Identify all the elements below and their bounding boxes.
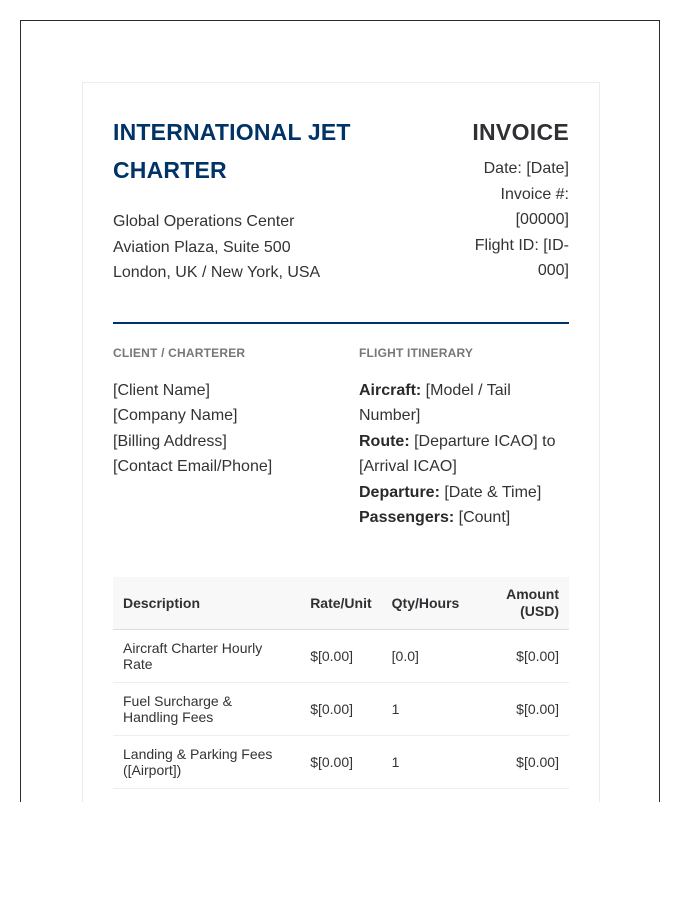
address-line: London, UK / New York, USA	[113, 264, 321, 281]
itinerary-route	[359, 429, 569, 480]
cell-rate: $[0.00]	[300, 682, 381, 735]
itinerary-passengers	[359, 505, 569, 531]
cell-qty: [0.0]	[382, 629, 496, 682]
flight-id-label: Flight ID: [ID-	[474, 236, 569, 254]
itinerary-value: [Departure ICAO] to [Arrival ICAO]	[359, 432, 556, 475]
company-name-line-2: CHARTER	[113, 157, 227, 183]
company-address	[113, 209, 393, 286]
table-row	[113, 682, 569, 735]
itinerary-value: [Count]	[454, 509, 511, 526]
invoice-document	[82, 82, 600, 802]
cell-description: Aircraft Charter Hourly Rate	[113, 629, 300, 682]
table-header-row	[113, 577, 569, 630]
client-block	[113, 346, 343, 531]
info-section	[113, 346, 569, 531]
invoice-number-value: [00000]	[515, 211, 569, 228]
client-line: [Company Name]	[113, 407, 238, 424]
itinerary-block	[359, 346, 569, 531]
itinerary-departure	[359, 480, 569, 506]
company-block	[113, 113, 393, 286]
client-details	[113, 378, 343, 480]
address-line: Aviation Plaza, Suite 500	[113, 238, 291, 256]
line-items-table	[113, 577, 569, 789]
itinerary-key: Route:	[359, 432, 410, 450]
address-line: Global Operations Center	[113, 213, 295, 230]
invoice-number-label: Invoice #:	[500, 185, 569, 203]
itinerary-section-label: FLIGHT ITINERARY	[359, 345, 474, 360]
page-frame	[20, 20, 660, 802]
itinerary-aircraft	[359, 378, 569, 429]
cell-amount: $[0.00]	[496, 682, 569, 735]
header-amount-line-2: (USD)	[520, 602, 559, 619]
invoice-header	[113, 113, 569, 286]
client-line: [Billing Address]	[113, 432, 227, 450]
invoice-date: Date: [Date]	[483, 160, 569, 177]
company-name-line-1: INTERNATIONAL JET	[113, 119, 351, 145]
client-line: [Client Name]	[113, 381, 210, 399]
cell-qty: 1	[382, 735, 496, 788]
header-qty: Qty/Hours	[382, 577, 496, 630]
cell-rate: $[0.00]	[300, 629, 381, 682]
invoice-title: INVOICE	[472, 119, 569, 145]
company-name	[113, 113, 393, 189]
table-row	[113, 629, 569, 682]
table-row	[113, 735, 569, 788]
header-description: Description	[113, 577, 300, 630]
flight-id-value: 000]	[537, 262, 569, 279]
client-section-label: CLIENT / CHARTERER	[113, 345, 246, 360]
header-divider	[113, 322, 569, 324]
itinerary-key: Passengers:	[359, 509, 455, 526]
itinerary-value: [Model / Tail Number]	[359, 381, 511, 424]
cell-rate: $[0.00]	[300, 735, 381, 788]
itinerary-key: Departure:	[359, 483, 440, 501]
cell-amount: $[0.00]	[496, 629, 569, 682]
cell-qty: 1	[382, 682, 496, 735]
header-amount	[496, 577, 569, 630]
invoice-details	[459, 156, 569, 284]
invoice-meta	[459, 113, 569, 284]
itinerary-value: [Date & Time]	[439, 483, 542, 501]
cell-description: Landing & Parking Fees ([Airport])	[113, 735, 300, 788]
itinerary-details	[359, 378, 569, 531]
itinerary-key: Aircraft:	[359, 381, 422, 399]
header-amount-line-1: Amount	[506, 585, 559, 602]
cell-description: Fuel Surcharge & Handling Fees	[113, 682, 300, 735]
cell-amount: $[0.00]	[496, 735, 569, 788]
header-rate: Rate/Unit	[300, 577, 381, 630]
client-line: [Contact Email/Phone]	[113, 458, 273, 475]
